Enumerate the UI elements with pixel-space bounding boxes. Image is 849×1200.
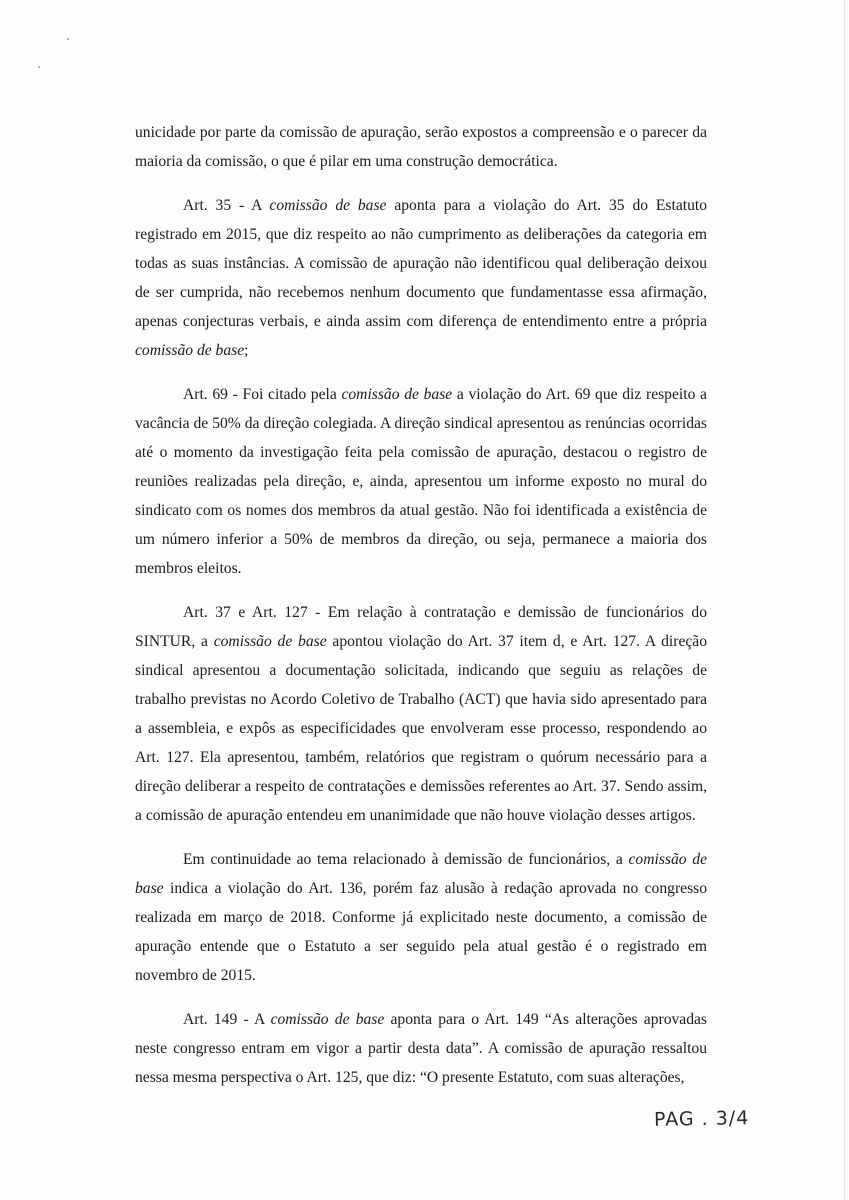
text-run: ; bbox=[244, 342, 249, 359]
italic-term: comissão de base bbox=[213, 633, 327, 650]
text-run: a violação do Art. 69 que diz respeito a vacância de 50% da direção colegiada. A direção sindical apresentou as renúncias ocorridas até o momento da investigação feita pela comissão de apuração, destacou o registro de reuniões realizadas pela direção, e, ainda, apresentou um informe exposto no mural do sindicato com os nomes dos membros da atual gestão. Não foi identificada a existência de um número inferior a 50% de membros da direção, ou seja, permanece a maioria dos membros eleitos. bbox=[135, 386, 707, 577]
italic-term: comissão de base bbox=[135, 851, 707, 897]
text-run: Em continuidade ao tema relacionado à demissão de funcionários, a bbox=[183, 851, 629, 868]
scan-edge bbox=[844, 0, 845, 1200]
text-run: Art. 149 - A bbox=[183, 1011, 271, 1028]
paragraph bbox=[135, 380, 707, 583]
scan-speck bbox=[38, 66, 40, 68]
italic-term: comissão de base bbox=[341, 386, 453, 403]
text-run: unicidade por parte da comissão de apuração, serão expostos a compreensão e o parecer da maioria da comissão, o que é pilar em uma construção democrática. bbox=[135, 124, 707, 170]
text-run: Art. 35 - A bbox=[183, 197, 270, 214]
page-number bbox=[654, 1107, 750, 1131]
paragraph bbox=[135, 191, 707, 365]
text-run: Art. 69 - Foi citado pela bbox=[183, 386, 342, 403]
italic-term: comissão de base bbox=[269, 197, 387, 214]
text-run: indica a violação do Art. 136, porém faz alusão à redação aprovada no congresso realizada em março de 2018. Conforme já explicitado neste documento, a comissão de apuração entende que o Estatuto a ser seguido pela atual gestão é o registrado em novembro de 2015. bbox=[135, 880, 707, 984]
document-body bbox=[135, 118, 707, 1107]
page-number-text: PAG . 3/4 bbox=[653, 1107, 750, 1131]
text-run: apontou violação do Art. 37 item d, e Art. 127. A direção sindical apresentou a documentação solicitada, indicando que seguiu as relações de trabalho previstas no Acordo Coletivo de Trabalho (ACT) que havia sido apresentado para a assembleia, e expôs as especificidades que envolveram esse processo, respondendo ao Art. 127. Ela apresentou, também, relatórios que registram o quórum necessário para a direção deliberar a respeito de contratações e demissões referentes ao Art. 37. Sendo assim, a comissão de apuração entendeu em unanimidade que não houve violação desses artigos. bbox=[135, 633, 707, 824]
paragraph bbox=[135, 118, 707, 176]
paragraph bbox=[135, 845, 707, 990]
scan-speck bbox=[67, 38, 69, 40]
paragraph bbox=[135, 1005, 707, 1092]
italic-term: comissão de base bbox=[270, 1011, 385, 1028]
text-run: Art. 37 e Art. 127 - Em relação à contratação e demissão de funcionários do SINTUR, a bbox=[135, 604, 707, 650]
italic-term: comissão de base bbox=[135, 342, 245, 359]
text-run: aponta para o Art. 149 “As alterações aprovadas neste congresso entram em vigor a partir desta data”. A comissão de apuração ressaltou nessa mesma perspectiva o Art. 125, que diz: “O presente Estatuto, com suas alterações, bbox=[135, 1011, 707, 1086]
text-run: aponta para a violação do Art. 35 do Estatuto registrado em 2015, que diz respeito ao não cumprimento as deliberações da categoria em todas as suas instâncias. A comissão de apuração não identificou qual deliberação deixou de ser cumprida, não recebemos nenhum documento que fundamentasse essa afirmação, apenas conjecturas verbais, e ainda assim com diferença de entendimento entre a própria bbox=[135, 197, 707, 330]
paragraph bbox=[135, 598, 707, 830]
